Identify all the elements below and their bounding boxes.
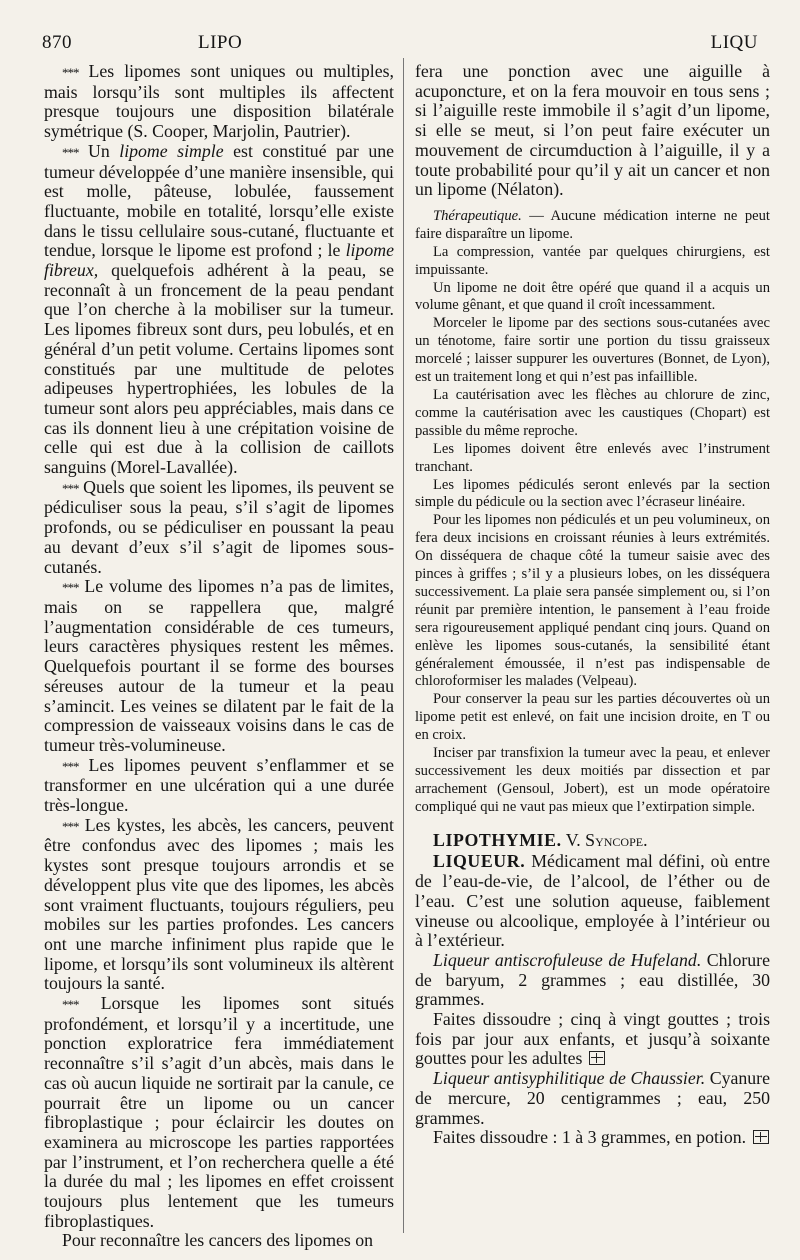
- paragraph: *** Les lipomes peuvent s’enflammer et se transformer en une ulcération qui a une durée très-longue.: [44, 754, 394, 816]
- paragraph: *** Les kystes, les abcès, les cancers, peuvent être confondus avec des lipomes ; mais les kystes sont presque toujours arrondis et se développent plus vite que des lipomes, les abcès sont vraiment fluctuants, toujours réguliers, peu mobiles sur les parties profondes. Les cancers ont une marche infiniment plus rapide que le lipome, et lorsqu’ils sont volumineux ils altèrent toujours la santé.: [44, 814, 394, 994]
- paragraph: Les lipomes pédiculés seront enlevés par la section simple du pédicule ou la section avec l’écraseur linéaire.: [415, 476, 770, 511]
- entry-liqueur: LIQUEUR. Médicament mal défini, où entre de l’eau-de-vie, de l’alcool, de l’éther ou de l’eau. C’est une solution aqueuse, faiblement vineuse ou alcoolique, employée à l’intérieur ou à l’extérieur.: [415, 851, 770, 951]
- paragraph: Faites dissoudre : 1 à 3 grammes, en potion.: [415, 1128, 770, 1148]
- right-running-head: LIQU: [710, 32, 758, 53]
- cross-box-icon: [589, 1051, 605, 1065]
- right-column: [415, 62, 770, 1148]
- running-header: [36, 32, 764, 62]
- paragraph: *** Un lipome simple est constitué par une tumeur développée d’une manière insensible, qui est molle, pâteuse, lobulée, faussement fluctuante, mobile en totalité, lorsqu’elle existe dans le tissu cellulaire sous-cutané, fluctuante et tendue, lorsque le lipome est profond ; le lipome fibreux, quelquefois adhérent à la peau, se reconnaît à un froncement de la peau pendant que l’on cherche à la mobiliser sur la tumeur. Les lipomes fibreux sont durs, peu lobulés, et en général d’un petit volume. Certains lipomes sont constitués par une multitude de pelotes adipeuses hypertrophiées, les lobules de la tumeur sont alors peu appréciables, mais dans ce cas ils donnent lieu à une crépitation voisine de celle qui est due à la collision de caillots sanguins (Morel-Lavallée).: [44, 140, 395, 478]
- paragraph: *** Lorsque les lipomes sont situés profondément, et lorsqu’il y a incertitude, une ponction exploratrice fera immédiatement reconnaître s’il s’agit d’un abcès, mais dans le cas où aucun liquide ne sortirait par la canule, ce pourrait être un lipome ou un cancer fibroplastique ; pour éclaircir les doutes on examinera au microscope les parties rapportées par l’instrument, et l’on recherchera quelle a été la durée du mal ; les lipomes en effet croissent toujours plus lentement que les tumeurs fibroplastiques.: [44, 993, 394, 1231]
- paragraph: Morceler le lipome par des sections sous-cutanées avec un ténotome, faire sortir une portion du tissu graisseux morcelé ; laisser suppurer les ouvertures (Bonnet, de Lyon), est un traitement long et qui n’est pas infaillible.: [415, 315, 770, 386]
- column-divider: [403, 58, 404, 1233]
- entry-term: LIPOTHYMIE.: [433, 829, 562, 850]
- paragraph: Un lipome ne doit être opéré que quand il a acquis un volume gênant, et que quand il croît incessamment.: [415, 279, 770, 314]
- paragraph: Pour conserver la peau sur les parties découvertes où un lipome petit est enlevé, on fait une incision droite, en T ou en croix.: [415, 691, 770, 744]
- paragraph: Faites dissoudre ; cinq à vingt gouttes ; trois fois par jour aux enfants, et jusqu’à soixante gouttes pour les adultes: [415, 1009, 770, 1069]
- paragraph: Pour reconnaître les cancers des lipomes on: [62, 1230, 374, 1251]
- paragraph: La cautérisation avec les flèches au chlorure de zinc, comme la cautérisation avec les caustiques (Chopart) est passible du même reproche.: [415, 386, 770, 439]
- left-running-head: LIPO: [198, 32, 243, 53]
- left-column: [44, 62, 394, 1251]
- paragraph: *** Quels que soient les lipomes, ils peuvent se pédiculiser sous la peau, s’il s’agit de lipomes profonds, ou se pédiculiser en poussant la peau au devant d’eux s’il s’agit de lipomes sous-cutanés.: [44, 476, 394, 577]
- paragraph: *** Le volume des lipomes n’a pas de limites, mais on se rappellera que, malgré l’augmentation considérable de ces tumeurs, leurs caractères physiques restent les mêmes. Quelquefois pourtant il se forme des bourses séreuses autour de la tumeur et la peau s’amincit. Les veines se dilatent par le fait de la compression de vaisseaux voisins dans le cas de tumeur très-volumineuse.: [44, 576, 394, 755]
- paragraph: fera une ponction avec une aiguille à acuponcture, et on la fera mouvoir en tous sens ; si l’aiguille reste immobile il s’agit d’un lipome, si elle se meut, si l’on peut faire exécuter un mouvement de circumduction à l’aiguille, il y a toute probabilité pour qu’il y ait un cancer et non un lipome (Nélaton).: [415, 61, 770, 200]
- paragraph: Inciser par transfixion la tumeur avec la peau, et enlever successivement les deux moitiés par dissection et par arrachement (Gensoul, Jobert), est un mode opératoire compliqué qui ne vaut pas mieux que l’extirpation simple.: [415, 745, 770, 815]
- section-label: Thérapeutique.: [433, 207, 522, 224]
- page-number: 870: [42, 32, 72, 53]
- formula: Liqueur antiscrofuleuse de Hufeland. Chlorure de baryum, 2 grammes ; eau distillée, 30 grammes.: [415, 949, 770, 1010]
- cross-box-icon: [753, 1130, 769, 1144]
- entry-term: LIQUEUR.: [433, 851, 526, 872]
- paragraph: La compression, vantée par quelques chirurgiens, est impuissante.: [415, 243, 770, 278]
- entry-lipothymie: LIPOTHYMIE. V. Syncope.: [433, 829, 648, 850]
- therapeutique-intro: Thérapeutique. — Aucune médication interne ne peut faire disparaître un lipome.: [415, 207, 770, 242]
- paragraph: Les lipomes doivent être enlevés avec l’instrument tranchant.: [415, 440, 770, 475]
- formula: Liqueur antisyphilitique de Chaussier. Cyanure de mercure, 20 centigrammes ; eau, 250 grammes.: [415, 1068, 770, 1128]
- paragraph: *** Les lipomes sont uniques ou multiples, mais lorsqu’ils sont multiples ils affectent presque toujours une disposition bilatérale symétrique (S. Cooper, Marjolin, Pautrier).: [44, 61, 394, 142]
- paragraph: Pour les lipomes non pédiculés et un peu volumineux, on fera deux incisions en croissant réunies à leurs extrémités. On disséquera de chaque côté la tumeur saisie avec des pinces à griffes ; s’il y a plusieurs lobes, on les disséquera successivement. La plaie sera pansée simplement ou, si l’on réunit par première intention, le pansement à l’eau froide sera rigoureusement appliqué pendant cinq jours. Quand on enlève les lipomes sous-cutanés, la sensibilité étant généralement émoussée, il n’est pas indispensable de chloroformiser les malades (Velpeau).: [415, 512, 770, 690]
